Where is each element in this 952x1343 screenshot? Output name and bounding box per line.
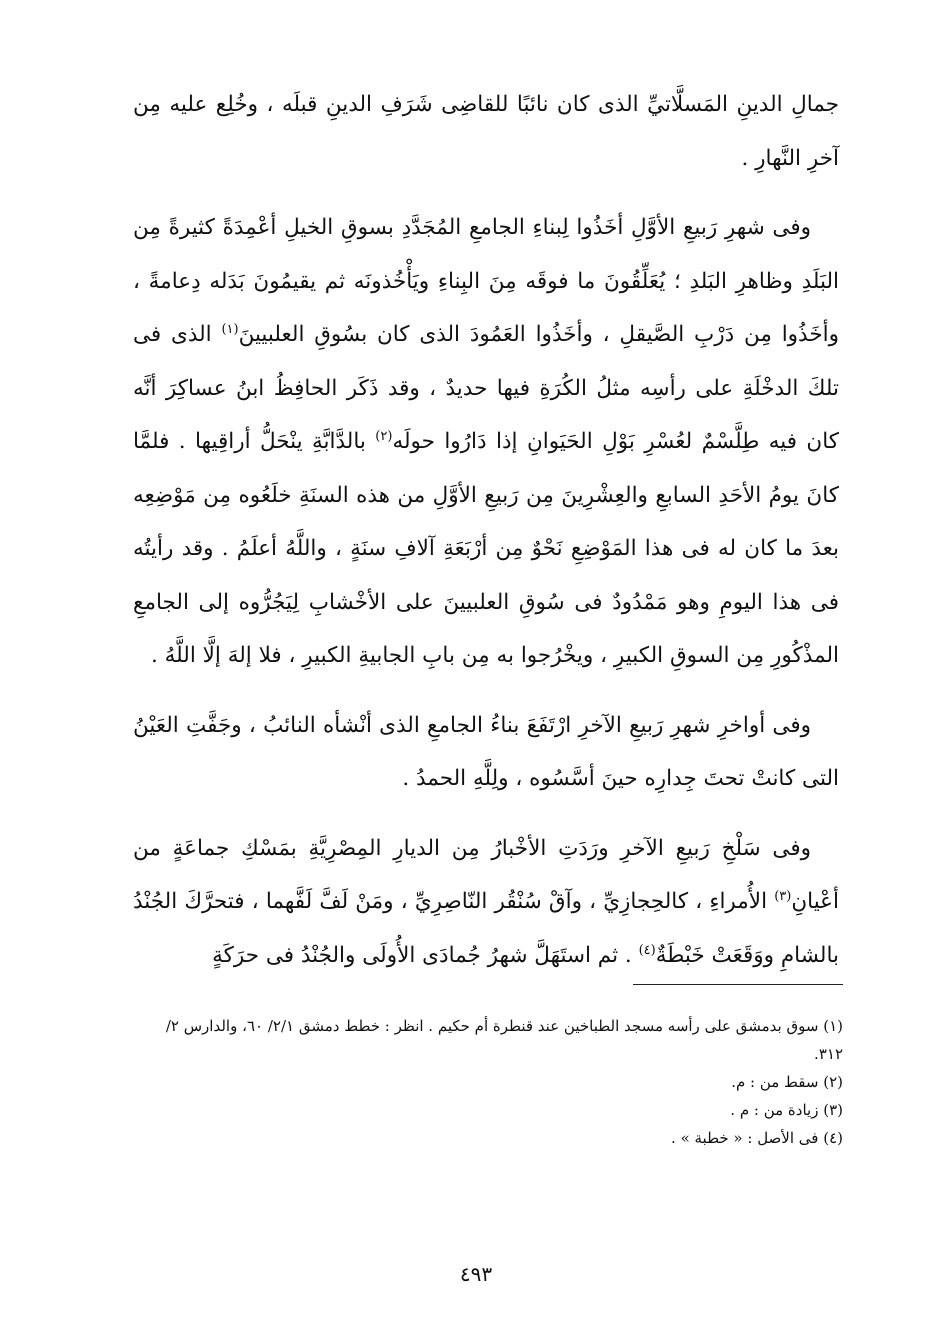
footnote-2: (٢) سقط من : م. [731,1073,843,1091]
page-number: ٤٩٣ [459,1262,493,1286]
paragraph-gap [133,683,839,699]
footnote-divider [633,984,843,985]
footnote-4: (٤) فى الأصل : « خطبة » . [671,1129,843,1147]
main-text [133,78,839,982]
paragraph-2-part-1: وفى شهرِ رَبيعِ الأوَّلِ أخَذُوا لِبناءِ الجامعِ المُجَدَّدِ بسوقِ الخيلِ أعْمِدَةً كثيرةً مِن البَلَدِ وظاهرِ البَلدِ ؛ يُعَلِّقُونَ ما فوقَه مِنَ البِناءِ ويَأْخُذونَه ثم يقيمُونَ بَدَله دِعامةً ، وأخَذُوا مِن دَرْبِ الصَّيقلِ ، وأخَذُوا العَمُودَ الذى كان بسُوقِ العلبيينَ [133,215,839,347]
footnote-ref-4: (٤) [638,942,656,958]
paragraph-4-part-1: وفى سَلْخِ رَبيعِ الآخرِ ورَدَتِ الأخْبارُ مِن الديارِ المِصْرِيَّةِ بمَسْكِ جماعَةٍ من أعْيانِ [133,835,839,914]
footnote-ref-1: (١) [221,322,239,337]
paragraph-4-part-3: . ثم استَهَلَّ شهرُ جُمادَى الأُولَى والجُنْدُ فى حرَكَةٍ [212,942,639,968]
footnote-3: (٣) زيادة من : م . [730,1101,843,1119]
footnote-ref-3: (٣) [774,889,792,904]
footnote-1: (١) سوق بدمشق على رأسه مسجد الطباخين عند قنطرة أم حكيم . انظر : خطط دمشق ٢/١/ ٦٠، والدارس ٢/ ٣١٢. [165,1017,843,1063]
paragraph-gap [133,185,839,201]
paragraph-3: وفى أواخرِ شهرِ رَبيعِ الآخرِ ارْتَفَعَ بناءُ الجامعِ الذى أنْشأه النائبُ ، وجَفَّتِ العَيْنُ التى كانتْ تحتَ جِدارِه حينَ أسَّسُوه ، ولِلَّهِ الحمدُ . [133,712,839,791]
paragraph-4-part-2: الأُمراءِ ، كالحِجازِيِّ ، وآقْ سُنْقُر النّاصِرِيِّ ، ومَنْ لَفَّ لَفَّهما ، فتحرَّكَ الجُنْدُ بالشامِ ووَقَعَتْ خَبْطَةٌ [133,889,839,968]
footnote-ref-2: (٢) [375,429,393,444]
paragraph-2-part-2: الذى فى تلكَ الدخْلَةِ على رأسِه مثلُ الكُرَةِ فيها حديدٌ ، وقد ذَكَر الحافِظُ ابنُ عساكِرَ أنَّه كان فيه طِلَّسْمٌ لعُسْرِ بَوْلِ الحَيَوانِ إذا دَارُوا حولَه [133,322,839,454]
paragraph-2 [133,201,839,683]
paragraph-2-part-3: بالدَّابَّةِ ينْحَلُّ أراقِيها . فلمَّا كانَ يومُ الأحَدِ السابعِ والعِشْرِينَ مِن رَبيعِ الأوَّلِ من هذه السنَةِ خلَعُوه مِن مَوْضِعِه بعدَ ما كان له فى هذا المَوْضِعِ نَحْوٌ مِن أرْبَعَةِ آلافِ سنَةٍ ، واللَّهُ أعلَمُ . وقد رأيتُه فى هذا اليومِ وهو مَمْدُودٌ فى سُوقِ العلبيينَ على الأخْشابِ لِيَجُرُّوه إلى الجامعِ المذْكُورِ مِن السوقِ الكبيرِ ، ويخْرُجوا به مِن بابِ الجابيةِ الكبيرِ ، فلا إلهَ إلَّا اللَّهُ . [133,429,839,668]
paragraph-gap [133,806,839,822]
paragraph-1: جمالِ الدينِ المَسلَّاتيِّ الذى كان نائبًا للقاضِى شَرَفِ الدينِ قبلَه ، وخُلِع عليه مِن آخرِ النَّهارِ . [133,92,839,171]
footnotes [133,1012,843,1152]
paragraph-4 [133,822,839,983]
